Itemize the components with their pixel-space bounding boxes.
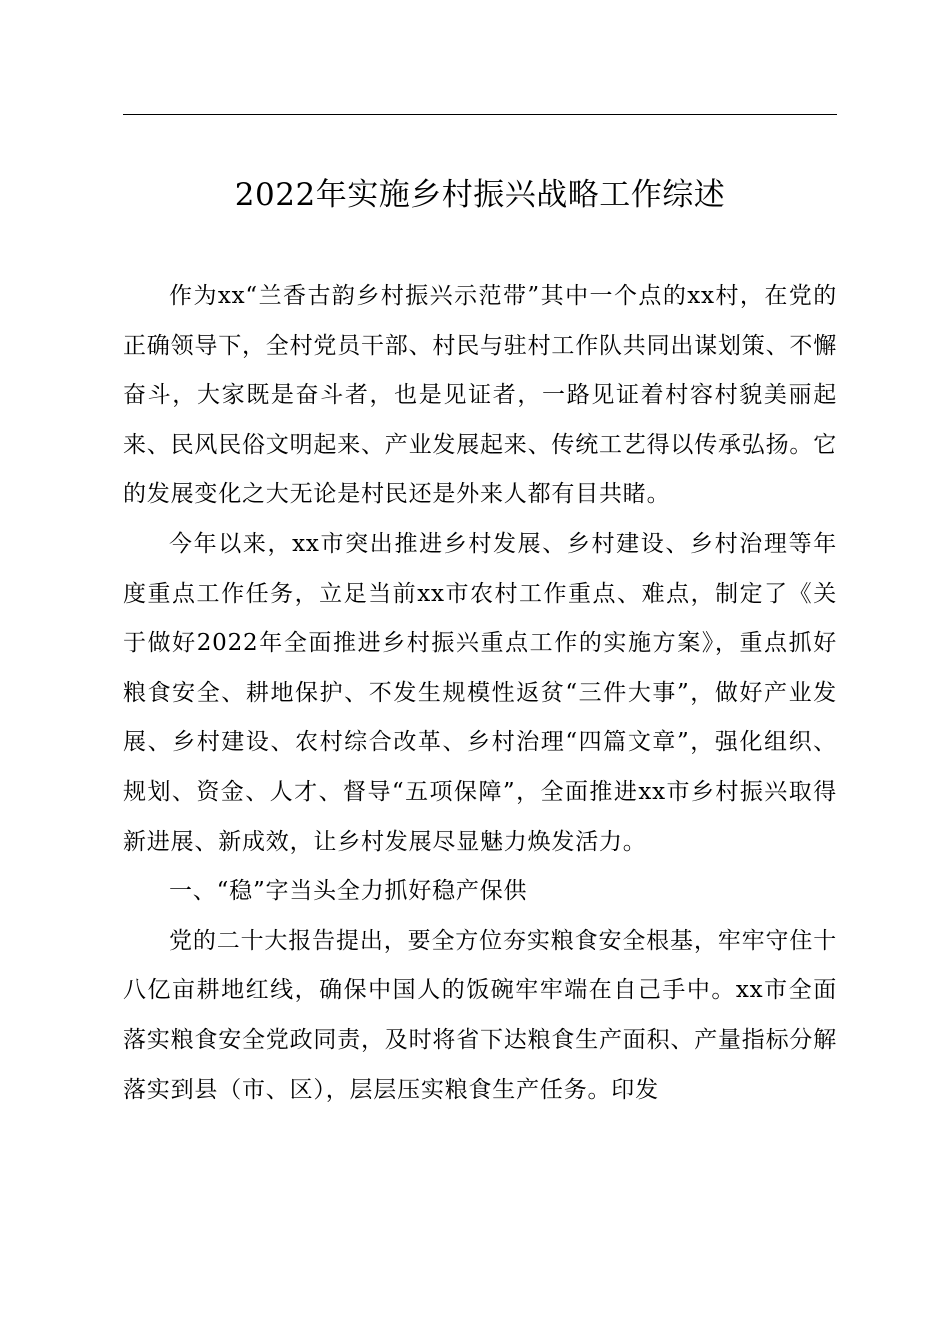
section-heading: 一、“稳”字当头全力抓好稳产保供	[169, 878, 528, 905]
body-paragraph-2: 今年以来，xx市突出推进乡村发展、乡村建设、乡村治理等年度重点工作任务，立足当前xx市农村工作重点、难点，制定了《关于做好2022年全面推进乡村振兴重点工作的实施方案》，重点抓好粮食安全、耕地保护、不发生规模性返贫“三件大事”，做好产业发展、乡村建设、农村综合改革、乡村治理“四篇文章”，强化组织、规划、资金、人才、督导“五项保障”，全面推进xx市乡村振兴取得新进展、新成效，让乡村发展尽显魅力焕发活力。	[123, 530, 837, 855]
section-paragraph: 党的二十大报告提出，要全方位夯实粮食安全根基，牢牢守住十八亿亩耕地红线，确保中国人的饭碗牢牢端在自己手中。xx市全面落实粮食安全党政同责，及时将省下达粮食生产面积、产量指标分解落实到县（市、区），层层压实粮食生产任务。印发	[123, 927, 837, 1103]
document-title: 2022年实施乡村振兴战略工作综述	[234, 177, 726, 213]
header-rule	[123, 114, 837, 115]
body-paragraph-1: 作为xx“兰香古韵乡村振兴示范带”其中一个点的xx村，在党的正确领导下，全村党员干部、村民与驻村工作队共同出谋划策、不懈奋斗，大家既是奋斗者，也是见证者，一路见证着村容村貌美丽起来、民风民俗文明起来、产业发展起来、传统工艺得以传承弘扬。它的发展变化之大无论是村民还是外来人都有目共睹。	[123, 283, 837, 508]
document-body	[123, 272, 837, 1115]
